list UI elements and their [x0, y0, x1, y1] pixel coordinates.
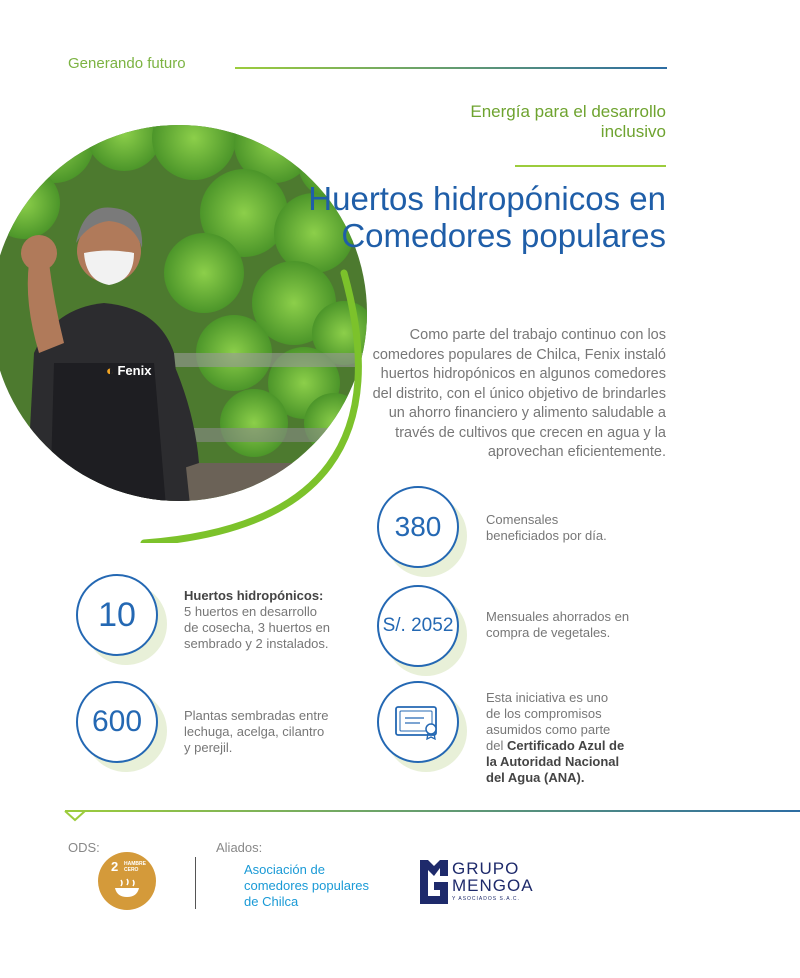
stat-value-600: 600: [76, 681, 158, 763]
stat-text-savings: Mensuales ahorrados en compra de vegetales.: [486, 609, 630, 640]
page-title: Huertos hidropónicos en Comedores populares: [308, 180, 666, 254]
sdg-number: 2: [111, 859, 119, 874]
stat-desc-gardens: 5 huertos en desarrollo de cosecha, 3 huertos en sembrado y 2 instalados.: [184, 604, 330, 651]
stat-value-savings: S/. 2052: [377, 585, 459, 667]
stat-desc-certificate: Esta iniciativa es uno de los compromisos asumidos como parte del: [486, 690, 611, 753]
stat-text-gardens: [184, 588, 334, 652]
apron-brand: Fenix: [117, 363, 152, 378]
header-divider: [235, 67, 667, 69]
ods-label: ODS:: [68, 840, 100, 855]
ally-comedores: Asociación de comedores populares de Chilca: [244, 862, 370, 909]
stat-text-diners: Comensales beneficiados por día.: [486, 512, 607, 543]
footer-divider: [65, 810, 800, 812]
stat-value-10: 10: [76, 574, 158, 656]
sdg-label: HAMBRE CERO: [124, 861, 146, 873]
stat-value-380: 380: [377, 486, 459, 568]
section-label: Generando futuro: [68, 55, 186, 72]
sdg-2-badge: [98, 852, 156, 910]
certificate-icon: [377, 681, 459, 763]
stat-text-certificate: [486, 690, 626, 786]
logo-line-1: GRUPO: [452, 859, 520, 878]
stat-text-plants: Plantas sembradas entre lechuga, acelga, cilantro y perejil.: [184, 708, 329, 755]
kicker-divider: [515, 165, 666, 167]
kicker: Energía para el desarrollo inclusivo: [470, 102, 666, 141]
footer-vertical-divider: [195, 857, 196, 909]
logo-line-2: MENGOA: [452, 876, 534, 895]
apron-logo: [106, 363, 151, 378]
mengoa-mark-icon: [418, 858, 450, 906]
gardener-photo: [0, 103, 376, 543]
stat-bold-gardens: Huertos hidropónicos:: [184, 588, 324, 603]
intro-paragraph: Como parte del trabajo continuo con los comedores populares de Chilca, Fenix instaló huertos hidropónicos en algunos comedores del distrito, con el único objetivo de brindarles un ahorro financiero y alimento saludable a través de cultivos que crecen en agua y la aprovechan eficientemente.: [372, 327, 666, 460]
stat-bold-certificate: Certificado Azul de la Autoridad Nacional del Agua (ANA).: [486, 738, 625, 785]
logo-line-3: Y ASOCIADOS S.A.C.: [452, 896, 520, 902]
allies-label: Aliados:: [216, 840, 263, 855]
chevron-down-icon: [64, 810, 86, 822]
fenix-icon: ◐: [106, 363, 114, 378]
bowl-icon: [113, 878, 141, 898]
